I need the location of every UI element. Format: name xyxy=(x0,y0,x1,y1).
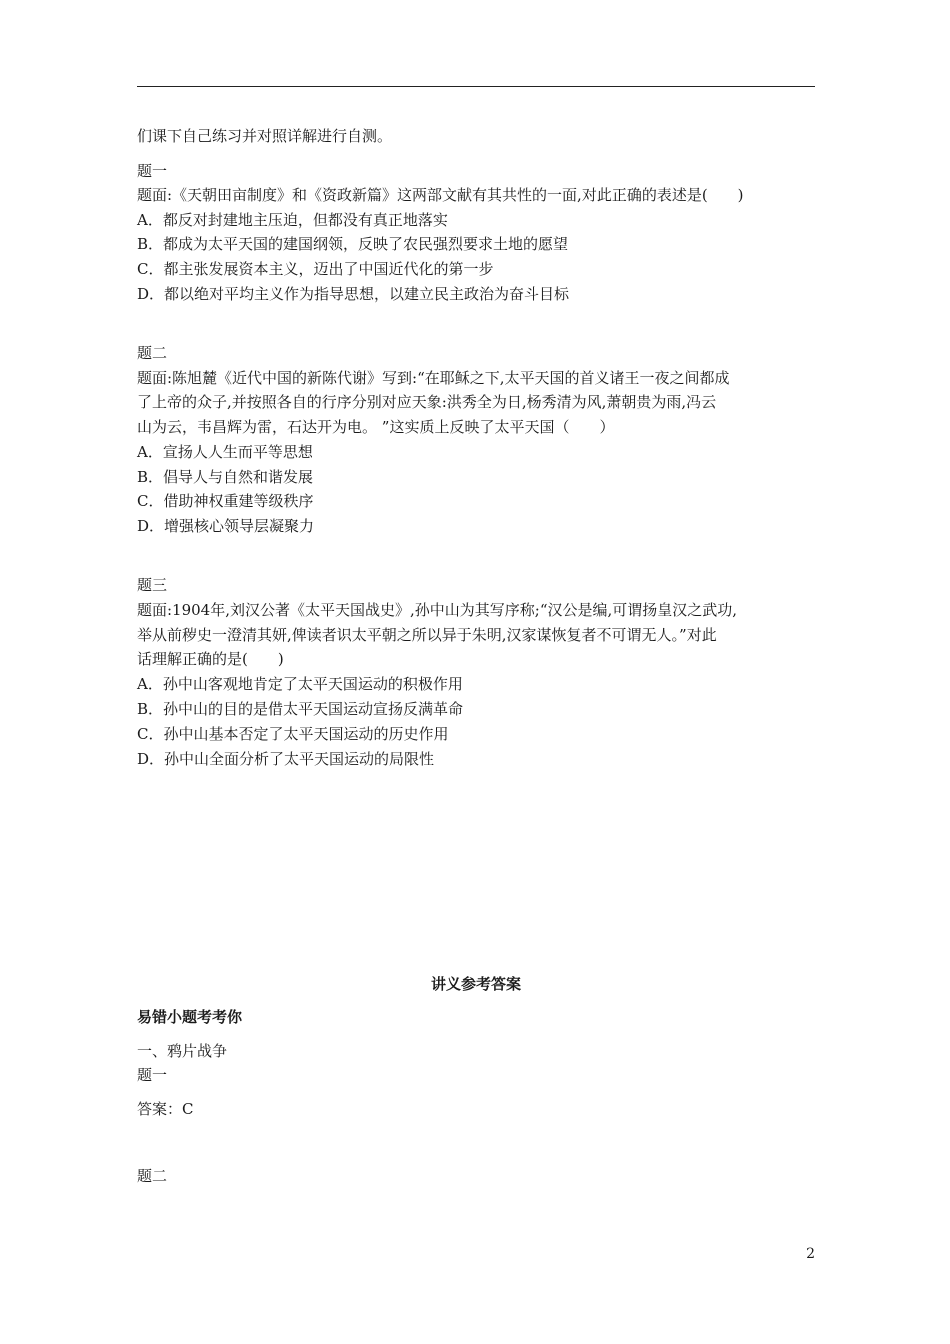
question-3-stem-line-3: 话理解正确的是( ) xyxy=(137,650,284,668)
question-3-option-d: D．孙中山全面分析了太平天国运动的局限性 xyxy=(137,750,435,768)
question-2-option-c: C．借助神权重建等级秩序 xyxy=(137,492,314,510)
question-1-title: 题一 xyxy=(137,162,168,180)
answers-heading: 讲义参考答案 xyxy=(430,975,521,993)
answers-section-title: 一、鸦片战争 xyxy=(137,1042,228,1060)
answer-1-title: 题一 xyxy=(137,1066,168,1084)
question-2-stem-line-1: 题面:陈旭麓《近代中国的新陈代谢》写到:“在耶稣之下,太平天国的首义诸王一夜之间都成 xyxy=(137,369,730,387)
question-2-option-b: B．倡导人与自然和谐发展 xyxy=(137,468,314,486)
question-1-option-a: A．都反对封建地主压迫，但都没有真正地落实 xyxy=(137,211,448,229)
question-1-option-b: B．都成为太平天国的建国纲领，反映了农民强烈要求土地的愿望 xyxy=(137,235,569,253)
answer-1-text: 答案：C xyxy=(137,1100,194,1118)
question-3-option-b: B．孙中山的目的是借太平天国运动宣扬反满革命 xyxy=(137,700,464,718)
question-2-title: 题二 xyxy=(137,344,168,362)
question-3-title: 题三 xyxy=(137,576,168,594)
question-3-option-a: A．孙中山客观地肯定了太平天国运动的积极作用 xyxy=(137,675,463,693)
question-1-stem: 题面:《天朝田亩制度》和《资政新篇》这两部文献有其共性的一面,对此正确的表述是( ) xyxy=(137,186,744,204)
question-3-stem-line-1: 题面:1904年,刘汉公著《太平天国战史》,孙中山为其写序称;“汉公是编,可谓扬皇汉之武功, xyxy=(137,601,738,619)
header-rule xyxy=(137,86,815,87)
question-2-option-d: D．增强核心领导层凝聚力 xyxy=(137,517,315,535)
intro-text: 们课下自己练习并对照详解进行自测。 xyxy=(137,127,393,145)
page-number: 2 xyxy=(806,1246,815,1262)
question-1-option-d: D．都以绝对平均主义作为指导思想，以建立民主政治为奋斗目标 xyxy=(137,285,570,303)
question-3-option-c: C．孙中山基本否定了太平天国运动的历史作用 xyxy=(137,725,449,743)
question-3-stem-line-2: 举从前秽史一澄清其妍,俾读者识太平朝之所以异于朱明,汉家谋恢复者不可谓无人。”对此 xyxy=(137,626,717,644)
question-2-option-a: A．宣扬人人生而平等思想 xyxy=(137,443,313,461)
question-2-stem-line-2: 了上帝的众子,并按照各自的行序分别对应天象:洪秀全为日,杨秀清为风,萧朝贵为雨,冯云 xyxy=(137,393,717,411)
answer-2-title: 题二 xyxy=(137,1167,168,1185)
question-1-option-c: C．都主张发展资本主义，迈出了中国近代化的第一步 xyxy=(137,260,494,278)
answers-subheading: 易错小题考考你 xyxy=(137,1008,243,1026)
question-2-stem-line-3: 山为云，韦昌辉为雷，石达开为电。 ”这实质上反映了太平天国（ ） xyxy=(137,418,615,436)
